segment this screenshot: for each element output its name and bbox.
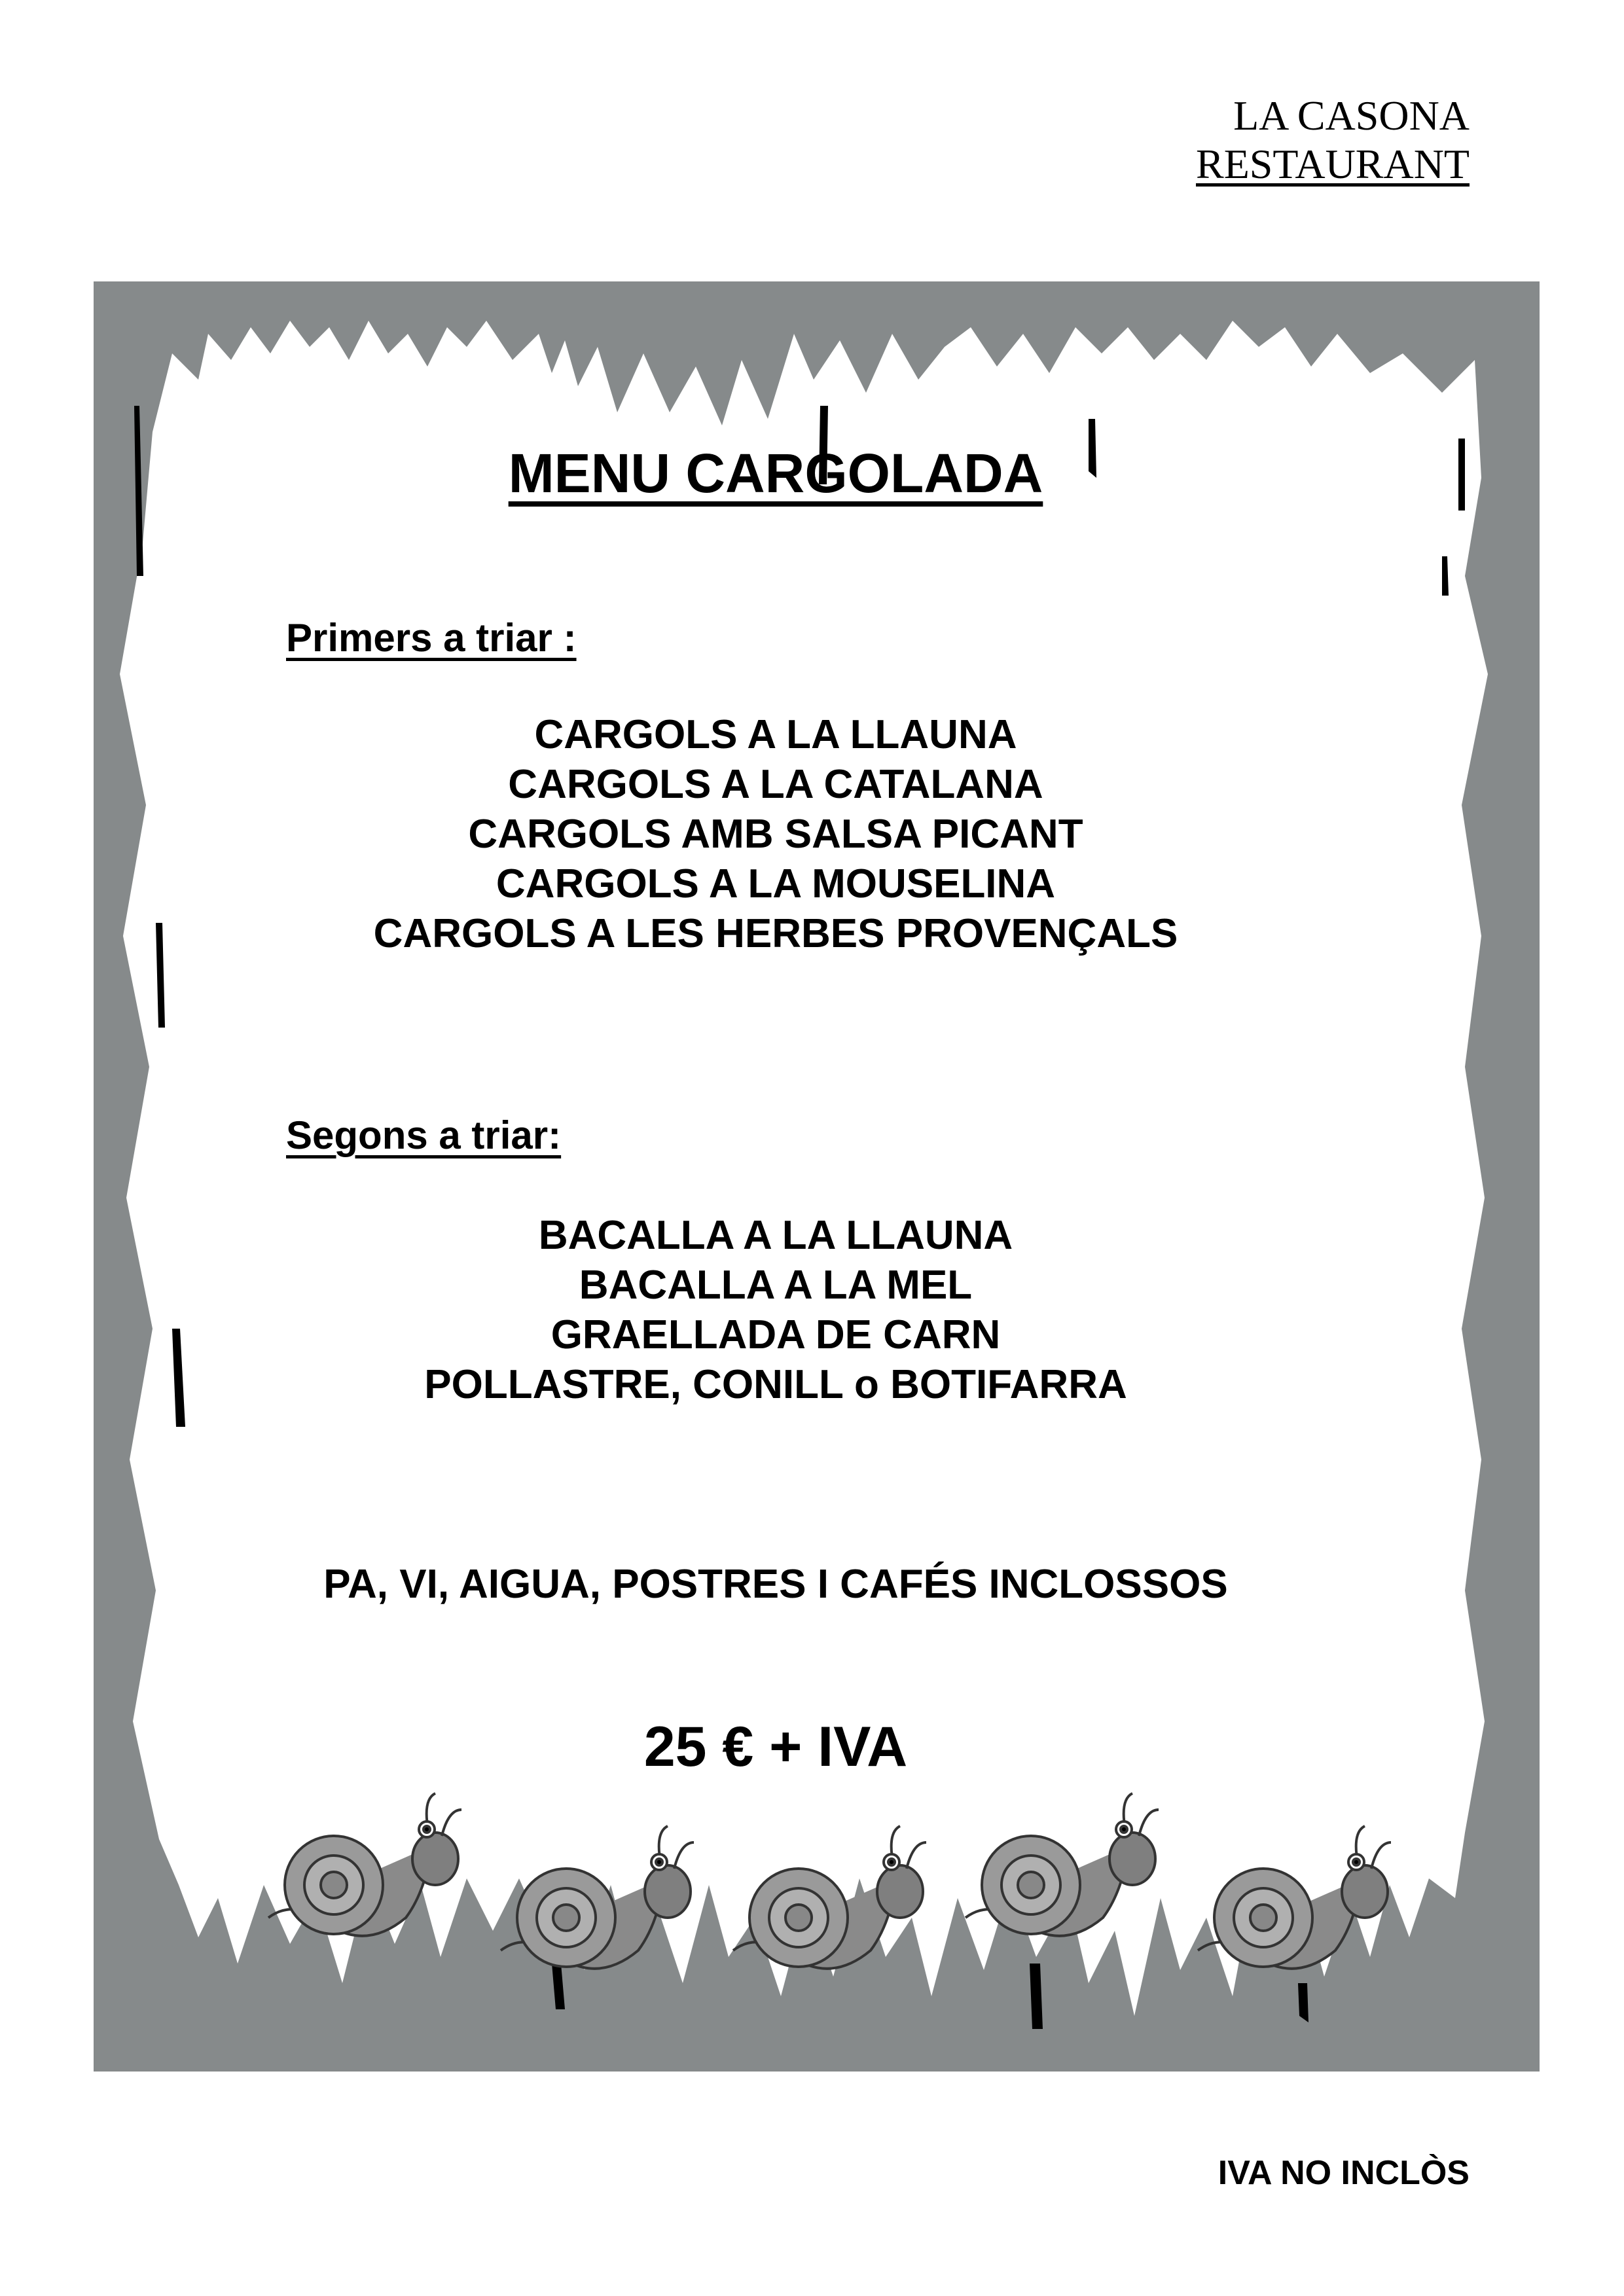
list-item: GRAELLADA DE CARN <box>550 1312 1001 1357</box>
snail-icon <box>262 1787 491 1957</box>
firsts-label: Primers a triar : <box>286 616 577 660</box>
list-item: CARGOLS A LA CATALANA <box>508 762 1043 807</box>
list-item: CARGOLS A LES HERBES PROVENÇALS <box>373 911 1178 956</box>
restaurant-name: LA CASONA <box>1233 92 1470 139</box>
menu-price: 25 € + IVA <box>643 1715 908 1778</box>
snail-icon <box>727 1820 956 1990</box>
list-item: BACALLA A LA LLAUNA <box>538 1213 1013 1258</box>
restaurant-subtitle: RESTAURANT <box>1196 141 1470 187</box>
list-item: BACALLA A LA MEL <box>579 1263 973 1308</box>
list-item: CARGOLS A LA LLAUNA <box>534 712 1017 757</box>
list-item: CARGOLS AMB SALSA PICANT <box>468 812 1083 857</box>
snail-icon <box>494 1820 723 1990</box>
snail-row <box>262 1787 1440 1957</box>
included-note: PA, VI, AIGUA, POSTRES I CAFÉS INCLOSSOS <box>323 1562 1228 1607</box>
firsts-list <box>0 710 1551 959</box>
menu-title: MENU CARGOLADA <box>508 442 1043 504</box>
list-item: CARGOLS A LA MOUSELINA <box>496 861 1056 906</box>
seconds-label: Segons a triar: <box>286 1113 562 1157</box>
list-item: POLLASTRE, CONILL o BOTIFARRA <box>424 1362 1127 1407</box>
snail-icon <box>1191 1820 1420 1990</box>
snail-icon <box>959 1787 1188 1957</box>
tax-note: IVA NO INCLÒS <box>1218 2154 1470 2192</box>
seconds-list <box>0 1211 1551 1410</box>
